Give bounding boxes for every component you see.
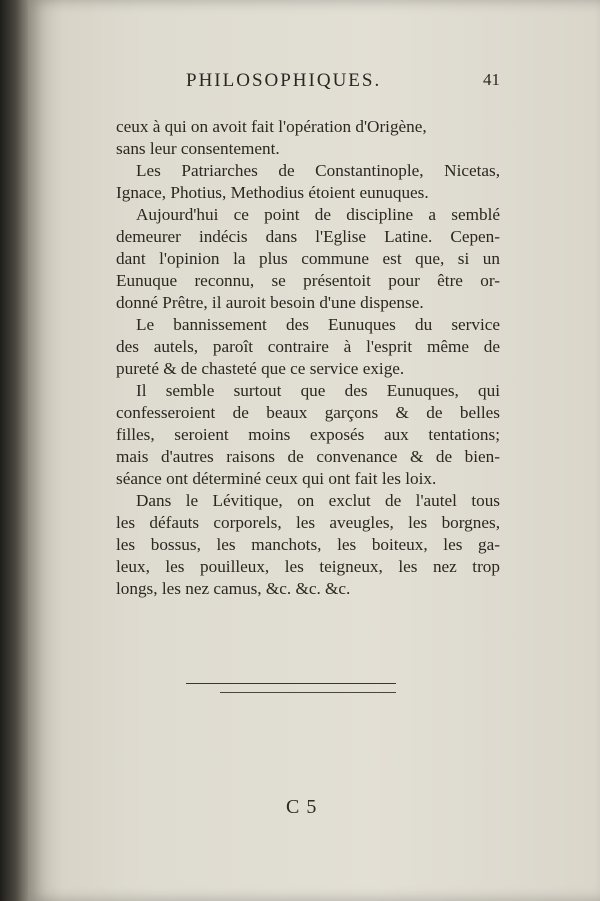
text-line: donné Prêtre, il auroit besoin d'une dispense.: [116, 293, 424, 312]
text-line: séance ont déterminé ceux qui ont fait les loix.: [116, 469, 437, 488]
text-line: confesseroient de beaux garçons & de belles: [116, 403, 500, 422]
text-line: des autels, paroît contraire à l'esprit même de: [116, 337, 500, 356]
text-line: Les Patriarches de Constantinople, Nicetas,: [136, 161, 500, 180]
text-line: les bossus, les manchots, les boiteux, les ga-: [116, 535, 500, 554]
text-line: les défauts corporels, les aveugles, les borgnes,: [116, 513, 500, 532]
section-rule-secondary: [220, 692, 396, 693]
text-line: dant l'opinion la plus commune est que, si un: [116, 249, 500, 268]
text-line: filles, seroient moins exposés aux tentations;: [116, 425, 500, 444]
running-head: PHILOSOPHIQUES.: [186, 70, 382, 91]
text-line: longs, les nez camus, &c. &c. &c.: [116, 579, 351, 598]
section-rule: [186, 683, 396, 684]
text-line: leux, les pouilleux, les teigneux, les nez trop: [116, 557, 500, 576]
text-line: Ignace, Photius, Methodius étoient eunuques.: [116, 183, 429, 202]
book-spine-gutter: [0, 0, 28, 901]
text-line: pureté & de chasteté que ce service exige.: [116, 359, 405, 378]
page-number: 41: [483, 70, 500, 89]
text-line: demeurer indécis dans l'Eglise Latine. Cepen-: [116, 227, 500, 246]
text-line: Dans le Lévitique, on exclut de l'autel tous: [136, 491, 500, 510]
page-header: [160, 70, 500, 94]
body-text: [116, 116, 500, 600]
text-line: Eunuque reconnu, se présentoit pour être or-: [116, 271, 500, 290]
text-line: sans leur consentement.: [116, 139, 280, 158]
signature-mark: C 5: [286, 796, 318, 818]
text-line: ceux à qui on avoit fait l'opération d'Origène,: [116, 117, 427, 136]
text-line: mais d'autres raisons de convenance & de bien-: [116, 447, 500, 466]
text-line: Le bannissement des Eunuques du service: [136, 315, 500, 334]
text-line: Il semble surtout que des Eunuques, qui: [136, 381, 500, 400]
text-line: Aujourd'hui ce point de discipline a semblé: [136, 205, 500, 224]
